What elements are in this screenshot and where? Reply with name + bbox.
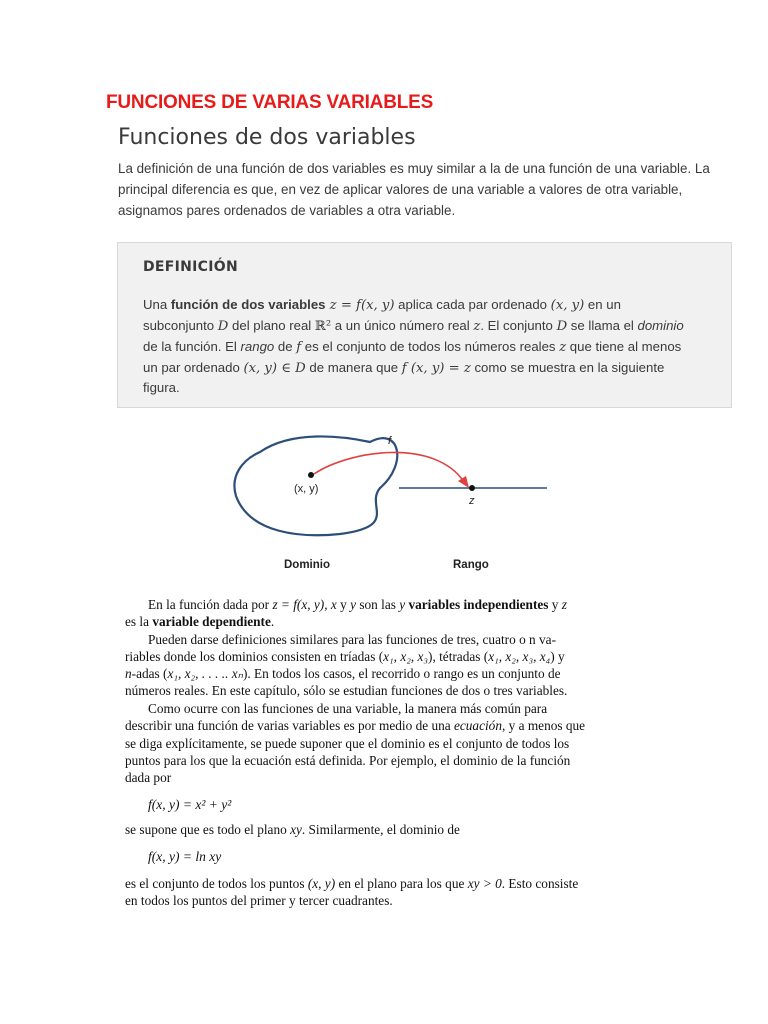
range-point bbox=[469, 485, 475, 491]
definition-line-5: figura. bbox=[143, 380, 180, 395]
function-diagram bbox=[230, 428, 560, 578]
range-label: Rango bbox=[453, 559, 489, 571]
target-label: z bbox=[469, 495, 475, 507]
definition-line-2: subconjunto D del plano real ℝ² a un único número real z. El conjunto D se llama el dominio bbox=[143, 318, 684, 334]
book-line-2: es la variable dependiente. bbox=[125, 614, 275, 629]
point-label: (x, y) bbox=[294, 483, 319, 495]
arrow-label: f bbox=[388, 435, 392, 447]
book-line-12: se supone que es todo el plano xy. Similarmente, el dominio de bbox=[125, 822, 460, 837]
book-line-1: En la función dada por z = f(x, y), x y y son las y variables independientes y z bbox=[148, 597, 567, 612]
book-line-3: Pueden darse definiciones similares para las funciones de tres, cuatro o n va- bbox=[148, 632, 556, 647]
domain-label: Dominio bbox=[284, 559, 330, 571]
definition-line-1: Una función de dos variables z = f(x, y) aplica cada par ordenado (x, y) en un bbox=[143, 297, 621, 313]
book-line-11: dada por bbox=[125, 770, 172, 785]
formula-2: f(x, y) = ln xy bbox=[148, 849, 222, 864]
arrowhead-icon bbox=[458, 476, 469, 488]
book-line-13: es el conjunto de todos los puntos (x, y) en el plano para los que xy > 0. Esto consiste bbox=[125, 876, 579, 891]
book-line-10: puntos para los que la ecuación está definida. Por ejemplo, el dominio de la función bbox=[125, 753, 571, 768]
intro-line-1: La definición de una función de dos variables es muy similar a la de una función de una variable. La bbox=[118, 161, 710, 176]
section-heading: Funciones de dos variables bbox=[118, 125, 416, 150]
domain-point bbox=[308, 472, 314, 478]
page-title: FUNCIONES DE VARIAS VARIABLES bbox=[106, 92, 434, 113]
book-line-6: números reales. En este capítulo, sólo se estudian funciones de dos o tres variables. bbox=[125, 683, 568, 698]
definition-line-3: de la función. El rango de f es el conjunto de todos los números reales z que tiene al menos bbox=[143, 339, 682, 355]
book-line-4: riables donde los dominios consisten en tríadas (x₁, x₂, x₃), tétradas (x₁, x₂, x₃, x₄) y bbox=[125, 649, 565, 664]
book-line-7: Como ocurre con las funciones de una variable, la manera más común para bbox=[148, 701, 548, 716]
definition-heading: DEFINICIÓN bbox=[143, 259, 238, 275]
book-line-8: describir una función de varias variables es por medio de una ecuación, y a menos que bbox=[125, 718, 586, 733]
book-line-14: en todos los puntos del primer y tercer cuadrantes. bbox=[125, 893, 393, 908]
intro-line-2: principal diferencia es que, en vez de aplicar valores de una variable a valores de otra variable, bbox=[118, 182, 683, 197]
definition-line-4: un par ordenado (x, y) ∈ D de manera que f (x, y) = z como se muestra en la siguiente bbox=[143, 360, 665, 376]
formula-1: f(x, y) = x² + y² bbox=[148, 797, 232, 812]
book-line-5: n-adas (x₁, x₂, . . . .. xₙ). En todos los casos, el recorrido o rango es un conjunto de bbox=[125, 666, 561, 681]
intro-line-3: asignamos pares ordenados de variables a otra variable. bbox=[118, 203, 456, 218]
book-line-9: se diga explícitamente, se puede suponer que el dominio es el conjunto de todos los bbox=[125, 736, 570, 751]
